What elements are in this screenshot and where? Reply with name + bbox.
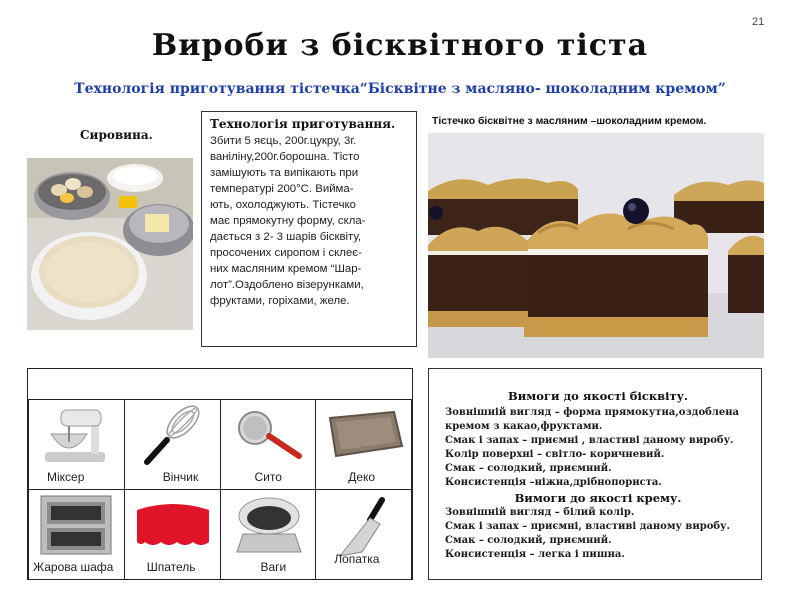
- biscuit-requirement-line: Смак і запах – приємні , властиві даному виробу.: [445, 435, 734, 446]
- biscuit-requirement-line: Смак – солодкий, приємний.: [445, 463, 612, 474]
- cake-photo-caption: Тістечко бісквітне з масляним –шоколадним кремом.: [432, 116, 707, 127]
- biscuit-requirement-line: кремом з какао,фруктами.: [445, 421, 603, 432]
- technology-line: них масляним кремом “Шар-: [210, 263, 362, 275]
- scales-icon: [227, 494, 311, 558]
- page-title: Вироби з бісквітного тіста: [151, 28, 649, 63]
- tool-cell-cake-server: [316, 490, 412, 580]
- tool-cell-oven: [29, 490, 125, 580]
- raw-materials-label: Сировина.: [80, 128, 153, 142]
- tool-label-scales: Ваги: [260, 560, 287, 574]
- cake-photo: [428, 133, 764, 358]
- cream-requirement-line: Смак – солодкий, приємний.: [445, 535, 612, 546]
- tool-label-baking-tray: Деко: [348, 470, 376, 484]
- technology-line: лот”.Оздоблено візерунками,: [210, 279, 364, 291]
- tool-label-oven: Жарова шафа: [33, 560, 114, 574]
- cream-requirement-line: Консистенція – легка і пишна.: [445, 549, 625, 560]
- tool-cell-baking-tray: [316, 400, 412, 490]
- cream-requirement-line: Смак і запах – приємні, властиві даному виробу.: [445, 521, 730, 532]
- quality-requirements-box: [428, 368, 762, 580]
- tool-cell-mixer: [29, 400, 125, 490]
- oven-icon: [35, 494, 119, 558]
- technology-line: дається з 2- 3 шарів бісквіту,: [210, 231, 362, 243]
- tools-table: [27, 368, 413, 580]
- technology-text: [210, 133, 408, 309]
- sieve-icon: [227, 404, 311, 468]
- slide-number: 21: [752, 16, 765, 28]
- technology-line: ють, охолоджують. Тістечко: [210, 199, 356, 211]
- tools-grid: [28, 399, 412, 580]
- whisk-icon: [131, 404, 215, 468]
- cake-server-icon: [322, 494, 406, 558]
- tool-cell-spatula: [124, 490, 220, 580]
- page-subtitle: Технологія приготування тістечка“Бісквітне з масляно- шоколадним кремом”: [74, 81, 726, 97]
- biscuit-requirement-line: Зовнішній вигляд – форма прямокутна,оздоблена: [445, 407, 740, 418]
- technology-title: Технологія приготування.: [210, 117, 396, 131]
- cream-requirements-title: Вимоги до якості крему.: [514, 491, 682, 505]
- biscuit-requirement-line: Консистенція –ніжна,дрібнопориста.: [445, 477, 662, 488]
- baking-tray-icon: [322, 404, 406, 468]
- tool-label-whisk: Вінчик: [162, 470, 199, 484]
- tool-label-spatula: Шпатель: [146, 560, 196, 574]
- tool-cell-sieve: [220, 400, 316, 490]
- technology-line: ваніліну,200г.борошна. Тісто: [210, 151, 360, 163]
- technology-line: просочених сиропом і склеє-: [210, 247, 362, 259]
- cream-requirement-line: Зовнішній вигляд – білий колір.: [445, 507, 635, 518]
- tool-cell-scales: [220, 490, 316, 580]
- spatula-icon: [131, 494, 215, 558]
- technology-line: температурі 200°С. Вийма-: [210, 183, 354, 195]
- technology-line: має прямокутну форму, скла-: [210, 215, 366, 227]
- technology-line: фруктами, горіхами, желе.: [210, 295, 350, 307]
- tool-label-mixer: Міксер: [47, 470, 85, 484]
- biscuit-requirements-title: Вимоги до якості бісквіту.: [508, 389, 688, 403]
- mixer-icon: [35, 404, 119, 468]
- technology-box: [201, 111, 417, 347]
- raw-materials-photo: [27, 158, 193, 330]
- technology-line: Збити 5 яєць, 200г.цукру, 3г.: [210, 135, 357, 147]
- technology-line: замішують та випікають при: [210, 167, 359, 179]
- tool-cell-whisk: [124, 400, 220, 490]
- tool-label-sieve: Сито: [254, 470, 282, 484]
- biscuit-requirement-line: Колір поверхні – світло- коричневий.: [445, 449, 665, 460]
- tool-label-cake-server: Лопатка: [334, 552, 380, 566]
